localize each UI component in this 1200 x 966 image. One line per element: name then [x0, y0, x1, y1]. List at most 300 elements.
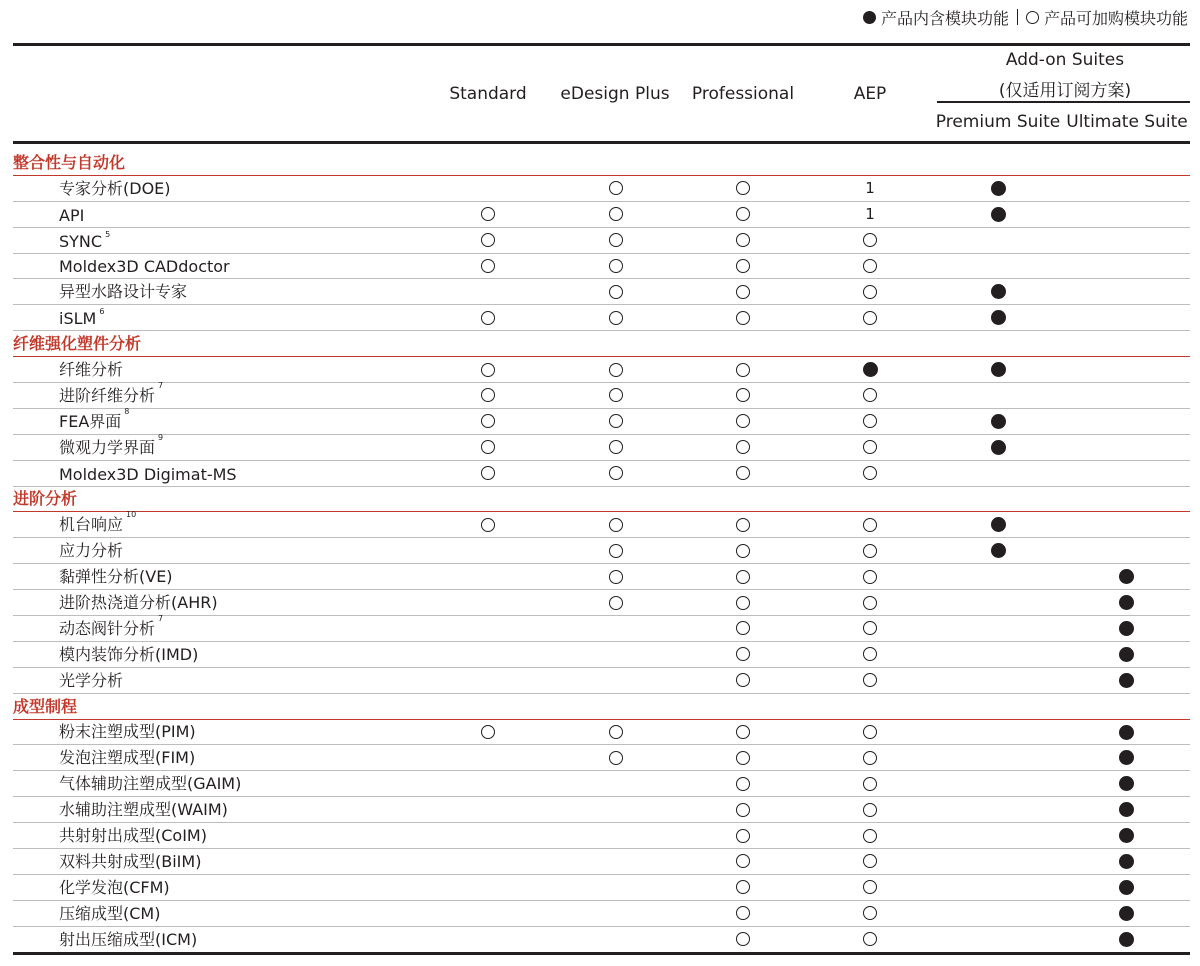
filled-circle-icon [1119, 776, 1134, 791]
filled-circle-icon [991, 284, 1006, 299]
feature-label [59, 257, 230, 276]
feature-label [59, 406, 130, 432]
open-circle-icon [736, 207, 750, 221]
table-row [13, 720, 1190, 746]
cell-ultimate-suite [1106, 875, 1146, 900]
open-circle-icon [609, 311, 623, 325]
cell-edesign-plus [596, 564, 636, 589]
footnote-marker: 7 [158, 613, 164, 623]
open-circle-icon [609, 388, 623, 402]
feature-label [59, 380, 164, 406]
filled-circle-icon [991, 543, 1006, 558]
filled-circle-icon [1119, 647, 1134, 662]
table-row [13, 927, 1190, 953]
footnote-marker: 6 [99, 307, 105, 317]
cell-aep [850, 745, 890, 770]
open-circle-icon [609, 725, 623, 739]
open-circle-icon [481, 233, 495, 247]
cell-edesign-plus [596, 461, 636, 486]
open-circle-icon [863, 621, 877, 635]
cell-premium-suite [978, 202, 1018, 227]
open-circle-icon [736, 777, 750, 791]
open-circle-icon [609, 414, 623, 428]
legend-included-label: 产品内含模块功能 [880, 8, 1009, 28]
cell-ultimate-suite [1106, 797, 1146, 822]
feature-label [59, 309, 104, 328]
open-circle-icon [609, 181, 623, 195]
cell-professional [723, 435, 763, 460]
cell-ultimate-suite [1106, 616, 1146, 641]
cell-professional [723, 875, 763, 900]
open-circle-icon [736, 906, 750, 920]
feature-label [59, 797, 228, 820]
table-row [13, 380, 1190, 409]
open-circle-icon [481, 466, 495, 480]
filled-circle-icon [1119, 906, 1134, 921]
cell-edesign-plus [596, 228, 636, 253]
open-circle-icon [863, 518, 877, 532]
table-row [13, 771, 1190, 797]
open-circle-icon [863, 596, 877, 610]
feature-label [59, 745, 195, 768]
cell-edesign-plus [596, 202, 636, 227]
table-row [13, 176, 1190, 202]
table-top-rule [13, 43, 1190, 46]
feature-name: 动态阀针分析 [59, 618, 156, 638]
open-circle-icon [736, 285, 750, 299]
feature-label [59, 823, 207, 846]
feature-label [59, 613, 164, 639]
feature-label [59, 927, 197, 950]
cell-aep [850, 538, 890, 563]
cell-edesign-plus [596, 745, 636, 770]
header-professional: Professional [691, 84, 795, 104]
cell-ultimate-suite [1106, 590, 1146, 615]
cell-professional [723, 927, 763, 952]
table-bottom-rule [13, 952, 1190, 955]
footnote-marker: 8 [124, 406, 130, 416]
filled-circle-icon [1119, 673, 1134, 688]
section-title: 整合性与自动化 [13, 152, 126, 172]
feature-name: 异型水路设计专家 [59, 282, 188, 302]
open-circle-icon [736, 570, 750, 584]
cell-standard [468, 383, 508, 408]
open-circle-icon [736, 181, 750, 195]
cell-value: 1 [865, 205, 875, 224]
feature-name: 共射射出成型(CoIM) [59, 826, 207, 846]
cell-aep [850, 875, 890, 900]
open-circle-icon [736, 880, 750, 894]
feature-name: 气体辅助注塑成型(GAIM) [59, 774, 242, 794]
table-row [13, 432, 1190, 461]
cell-aep [850, 668, 890, 693]
cell-professional [723, 228, 763, 253]
feature-label [59, 538, 123, 561]
cell-premium-suite [978, 279, 1018, 304]
cell-professional [723, 720, 763, 745]
open-circle-icon [481, 388, 495, 402]
cell-premium-suite [978, 538, 1018, 563]
cell-professional [723, 616, 763, 641]
table-row [13, 875, 1190, 901]
header-aep: AEP [853, 84, 887, 104]
cell-edesign-plus [596, 254, 636, 279]
feature-label [59, 206, 84, 225]
open-circle-icon [863, 854, 877, 868]
table-row [13, 461, 1190, 487]
feature-name: API [59, 205, 85, 225]
cell-standard [468, 409, 508, 434]
cell-aep [850, 616, 890, 641]
feature-label [59, 176, 171, 199]
cell-edesign-plus [596, 512, 636, 537]
cell-edesign-plus [596, 720, 636, 745]
cell-professional [723, 823, 763, 848]
open-circle-icon [736, 363, 750, 377]
cell-edesign-plus [596, 435, 636, 460]
cell-standard [468, 461, 508, 486]
open-circle-icon [481, 363, 495, 377]
open-circle-icon [863, 906, 877, 920]
cell-professional [723, 642, 763, 667]
feature-name: 专家分析(DOE) [59, 178, 171, 198]
open-circle-icon [863, 751, 877, 765]
feature-name: SYNC [59, 231, 103, 251]
open-circle-icon [609, 751, 623, 765]
cell-professional [723, 901, 763, 926]
open-circle-icon [736, 932, 750, 946]
feature-table-body [13, 150, 1190, 953]
table-row [13, 228, 1190, 254]
open-circle-icon [863, 777, 877, 791]
cell-ultimate-suite [1106, 720, 1146, 745]
legend-addon-label: 产品可加购模块功能 [1043, 8, 1188, 28]
cell-edesign-plus [596, 305, 636, 330]
cell-professional [723, 668, 763, 693]
open-circle-icon [736, 854, 750, 868]
cell-aep [850, 642, 890, 667]
cell-professional [723, 279, 763, 304]
open-circle-icon [863, 440, 877, 454]
feature-label [59, 357, 123, 380]
cell-aep [850, 202, 890, 227]
cell-professional [723, 745, 763, 770]
cell-professional [723, 254, 763, 279]
open-circle-icon [863, 311, 877, 325]
feature-name: 进阶纤维分析 [59, 385, 156, 405]
cell-professional [723, 538, 763, 563]
open-circle-icon [609, 570, 623, 584]
table-row [13, 745, 1190, 771]
cell-premium-suite [978, 409, 1018, 434]
table-row [13, 406, 1190, 435]
header-premium-suite: Premium Suite [935, 112, 1061, 132]
feature-name: Moldex3D CADdoctor [59, 257, 230, 277]
open-circle-icon [609, 596, 623, 610]
cell-professional [723, 771, 763, 796]
filled-circle-icon [863, 362, 878, 377]
cell-aep [850, 228, 890, 253]
feature-name: 机台响应 [59, 515, 124, 535]
cell-edesign-plus [596, 409, 636, 434]
open-circle-icon [736, 544, 750, 558]
cell-aep [850, 383, 890, 408]
cell-aep [850, 435, 890, 460]
open-circle-icon [736, 518, 750, 532]
section-header [13, 487, 1190, 513]
feature-label [59, 668, 123, 691]
filled-circle-icon [1119, 569, 1134, 584]
cell-standard [468, 512, 508, 537]
table-row [13, 590, 1190, 616]
header-bottom-rule [13, 141, 1190, 144]
open-circle-icon [609, 518, 623, 532]
feature-name: 黏弹性分析(VE) [59, 567, 173, 587]
open-circle-icon [863, 388, 877, 402]
open-circle-icon [609, 440, 623, 454]
header-standard: Standard [449, 84, 527, 104]
feature-name: 发泡注塑成型(FIM) [59, 748, 196, 768]
header-edesign-plus: eDesign Plus [560, 84, 670, 104]
feature-name: Moldex3D Digimat-MS [59, 464, 237, 484]
section-header [13, 331, 1190, 357]
open-circle-icon [481, 311, 495, 325]
cell-value: 1 [865, 179, 875, 198]
cell-edesign-plus [596, 279, 636, 304]
table-row [13, 642, 1190, 668]
feature-label [59, 642, 198, 665]
open-circle-icon [736, 751, 750, 765]
cell-aep [850, 176, 890, 201]
cell-standard [468, 357, 508, 382]
table-row [13, 797, 1190, 823]
feature-name: FEA界面 [59, 411, 122, 431]
section-title: 进阶分析 [13, 489, 78, 509]
filled-circle-icon [1119, 880, 1134, 895]
open-circle-icon [863, 233, 877, 247]
feature-label [59, 432, 164, 458]
cell-ultimate-suite [1106, 823, 1146, 848]
open-circle-icon [863, 414, 877, 428]
cell-aep [850, 564, 890, 589]
open-circle-icon [481, 414, 495, 428]
feature-name: 光学分析 [59, 670, 124, 690]
cell-aep [850, 461, 890, 486]
open-circle-icon [863, 725, 877, 739]
feature-name: 应力分析 [59, 541, 124, 561]
filled-circle-icon [1119, 828, 1134, 843]
open-circle-icon [609, 285, 623, 299]
cell-aep [850, 771, 890, 796]
cell-ultimate-suite [1106, 849, 1146, 874]
open-circle-icon [863, 880, 877, 894]
feature-name: 模内装饰分析(IMD) [59, 644, 199, 664]
section-title: 纤维强化塑件分析 [13, 334, 142, 354]
cell-ultimate-suite [1106, 771, 1146, 796]
footnote-marker: 9 [158, 432, 164, 442]
open-circle-icon [481, 440, 495, 454]
cell-professional [723, 461, 763, 486]
cell-premium-suite [978, 305, 1018, 330]
cell-ultimate-suite [1106, 901, 1146, 926]
filled-circle-icon [991, 414, 1006, 429]
open-circle-icon [736, 440, 750, 454]
open-circle-icon [736, 673, 750, 687]
header-addon-suites: Add-on Suites [1005, 50, 1125, 70]
cell-premium-suite [978, 435, 1018, 460]
table-row [13, 357, 1190, 383]
open-circle-icon [863, 673, 877, 687]
open-circle-icon [736, 621, 750, 635]
section-title: 成型制程 [13, 696, 78, 716]
cell-ultimate-suite [1106, 642, 1146, 667]
cell-standard [468, 720, 508, 745]
open-circle-icon [736, 311, 750, 325]
open-circle-icon [609, 207, 623, 221]
cell-edesign-plus [596, 176, 636, 201]
filled-circle-icon [1119, 595, 1134, 610]
open-circle-icon [736, 647, 750, 661]
cell-professional [723, 797, 763, 822]
cell-aep [850, 927, 890, 952]
cell-aep [850, 590, 890, 615]
cell-ultimate-suite [1106, 564, 1146, 589]
open-circle-icon [481, 725, 495, 739]
feature-label [59, 229, 111, 251]
filled-circle-icon [991, 207, 1006, 222]
filled-circle-icon [1119, 932, 1134, 947]
cell-edesign-plus [596, 357, 636, 382]
feature-label [59, 590, 218, 613]
table-row [13, 901, 1190, 927]
cell-aep [850, 357, 890, 382]
open-circle-icon [863, 647, 877, 661]
cell-aep [850, 849, 890, 874]
feature-name: 进阶热浇道分析(AHR) [59, 593, 218, 613]
cell-professional [723, 849, 763, 874]
open-circle-icon [736, 259, 750, 273]
open-circle-icon [863, 932, 877, 946]
open-circle-icon [736, 596, 750, 610]
filled-circle-icon [991, 181, 1006, 196]
open-circle-icon [481, 259, 495, 273]
cell-aep [850, 254, 890, 279]
open-circle-icon [863, 259, 877, 273]
open-circle-icon [736, 233, 750, 247]
open-circle-icon [863, 466, 877, 480]
cell-aep [850, 901, 890, 926]
footnote-marker: 10 [126, 510, 137, 520]
cell-edesign-plus [596, 590, 636, 615]
feature-label [59, 875, 170, 898]
feature-label [59, 719, 196, 742]
filled-circle-icon [1119, 854, 1134, 869]
cell-aep [850, 512, 890, 537]
cell-professional [723, 305, 763, 330]
filled-circle-icon [1119, 725, 1134, 740]
open-circle-icon [863, 570, 877, 584]
cell-ultimate-suite [1106, 745, 1146, 770]
open-circle-icon [609, 544, 623, 558]
feature-name: 粉末注塑成型(PIM) [59, 722, 196, 742]
cell-standard [468, 228, 508, 253]
open-circle-icon [609, 233, 623, 247]
cell-professional [723, 512, 763, 537]
cell-professional [723, 383, 763, 408]
cell-premium-suite [978, 357, 1018, 382]
cell-professional [723, 409, 763, 434]
open-circle-icon [609, 466, 623, 480]
table-row [13, 668, 1190, 694]
open-circle-icon [863, 803, 877, 817]
feature-name: 压缩成型(CM) [59, 903, 161, 923]
filled-circle-icon [1119, 802, 1134, 817]
feature-name: 化学发泡(CFM) [59, 877, 170, 897]
cell-standard [468, 305, 508, 330]
cell-professional [723, 202, 763, 227]
table-row [13, 305, 1190, 331]
cell-aep [850, 279, 890, 304]
section-header [13, 694, 1190, 720]
table-row [13, 279, 1190, 305]
open-circle-icon [736, 725, 750, 739]
table-row [13, 512, 1190, 538]
open-circle-icon [736, 388, 750, 402]
cell-professional [723, 357, 763, 382]
cell-aep [850, 720, 890, 745]
feature-name: 纤维分析 [59, 360, 124, 380]
cell-edesign-plus [596, 538, 636, 563]
open-circle-icon [736, 466, 750, 480]
footnote-marker: 5 [105, 229, 111, 239]
feature-name: 射出压缩成型(ICM) [59, 929, 198, 949]
cell-aep [850, 797, 890, 822]
cell-professional [723, 176, 763, 201]
feature-label [59, 512, 136, 535]
filled-circle-icon [991, 517, 1006, 532]
feature-label [59, 901, 160, 924]
open-circle-icon [609, 259, 623, 273]
header-ultimate-suite: Ultimate Suite [1066, 112, 1188, 132]
open-circle-icon [736, 829, 750, 843]
filled-circle-icon [1119, 750, 1134, 765]
open-circle-icon [863, 829, 877, 843]
cell-ultimate-suite [1106, 927, 1146, 952]
feature-name: 微观力学界面 [59, 437, 156, 457]
filled-circle-icon [1119, 621, 1134, 636]
cell-standard [468, 435, 508, 460]
open-circle-icon [736, 803, 750, 817]
feature-label [59, 564, 173, 587]
feature-name: 双料共射成型(BiIM) [59, 851, 202, 871]
cell-premium-suite [978, 512, 1018, 537]
open-circle-icon [736, 414, 750, 428]
legend-divider [1017, 9, 1018, 25]
open-circle-icon [609, 363, 623, 377]
open-circle-icon [481, 518, 495, 532]
filled-circle-icon [991, 310, 1006, 325]
addon-header-rule [937, 101, 1190, 103]
feature-label [59, 465, 237, 484]
cell-premium-suite [978, 176, 1018, 201]
cell-professional [723, 590, 763, 615]
feature-label [59, 849, 201, 872]
filled-circle-icon [991, 362, 1006, 377]
section-header [13, 150, 1190, 176]
cell-standard [468, 254, 508, 279]
open-circle-icon [1026, 11, 1039, 24]
table-row [13, 538, 1190, 564]
